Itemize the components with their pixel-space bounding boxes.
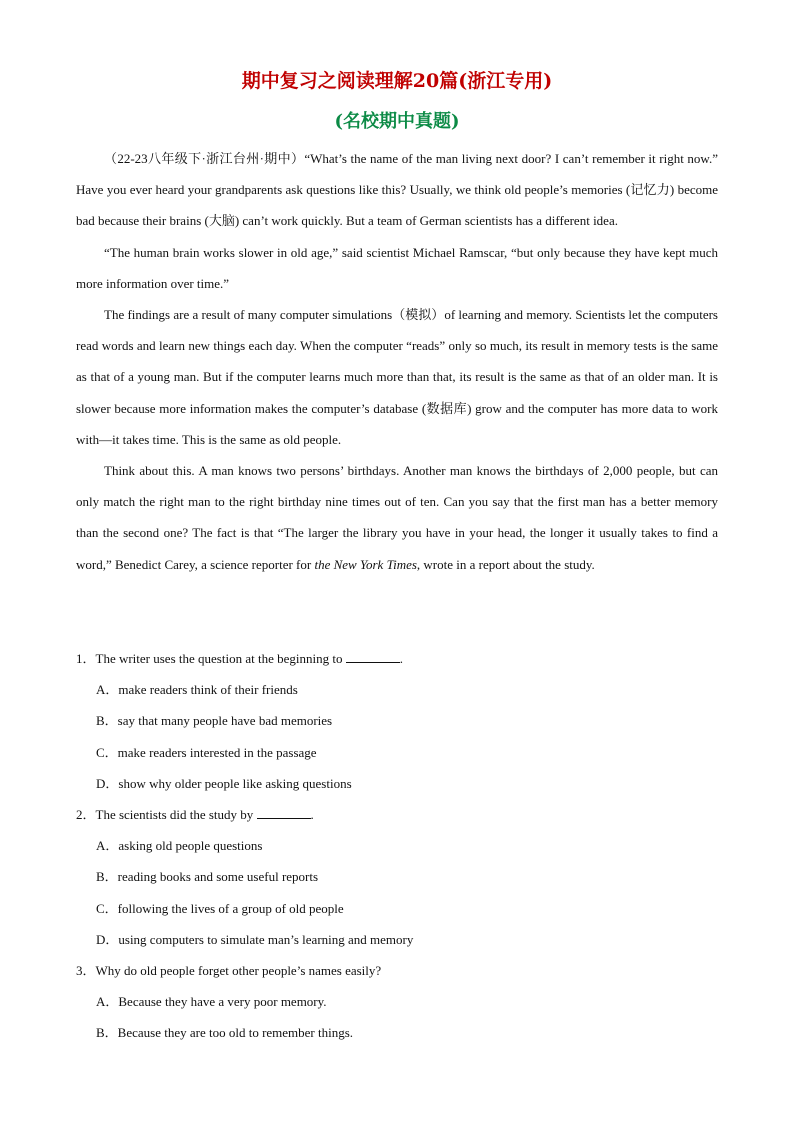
question-3-option-b: B．Because they are too old to remember things. <box>96 1025 354 1041</box>
newspaper-name: the New York Times <box>314 556 417 572</box>
question-2-option-c: C．following the lives of a group of old people <box>96 900 344 916</box>
answer-blank <box>257 805 311 819</box>
page-title: 期中复习之阅读理解20篇(浙江专用) <box>241 70 553 92</box>
passage-paragraph-4 <box>76 455 718 580</box>
passage-paragraph-3: The findings are a result of many computer simulations（模拟）of learning and memory. Scientists let the computers read words and learn new things each day. When the computer “reads” only so much, its result in memory tests is the same as that of a young man. But if the computer learns much more than that, its result is the same as that of an older man. It is slower because more information makes the computer’s database (数据库) grow and the computer has more data to work with—it takes time. This is the same as old people. <box>76 307 718 447</box>
question-1-option-a: A．make readers think of their friends <box>96 682 298 698</box>
paragraph-1-text: “What’s the name of the man living next door? I can’t remember it right now.” Have you ever heard your grandparents ask questions like this? Usually, we think old people’s memories (记忆力) become bad because their brains (大脑) can’t work quickly. But a team of German scientists has a different idea. <box>76 151 718 229</box>
question-source: （22-23八年级下·浙江台州·期中） <box>104 151 305 166</box>
question-list <box>76 643 718 1049</box>
question-1-stem: 1．The writer uses the question at the beginning to <box>76 651 343 666</box>
question-3-option-a: A．Because they have a very poor memory. <box>96 994 327 1010</box>
passage-paragraph-2: “The human brain works slower in old age,” said scientist Michael Ramscar, “but only because they have kept much more information over time.” <box>76 244 718 291</box>
question-1-option-c: C．make readers interested in the passage <box>96 744 317 760</box>
question-2-option-a: A．asking old people questions <box>96 838 263 854</box>
question-2-end: . <box>310 807 314 823</box>
question-1-option-d: D．show why older people like asking questions <box>96 775 352 791</box>
question-2-option-b: B．reading books and some useful reports <box>96 869 319 885</box>
answer-blank <box>346 649 400 663</box>
question-2-option-d: D．using computers to simulate man’s learning and memory <box>96 931 414 947</box>
question-2-stem: 2．The scientists did the study by <box>76 807 254 823</box>
reading-passage <box>76 143 718 580</box>
question-3: 3．Why do old people forget other people’s names easily? <box>76 963 382 979</box>
question-1-option-b: B．say that many people have bad memories <box>96 713 333 729</box>
question-1 <box>76 643 718 674</box>
page-subtitle: (名校期中真题) <box>334 111 460 132</box>
paragraph-4-text-start: Think about this. A man knows two persons’ birthdays. Another man knows the birthdays of 2,000 people, but can only match the right man to the right birthday nine times out of ten. Can you say that the first man has a better memory than the second one? The fact is that “The larger the library you have in your head, the longer it usually takes to find a word,” Benedict Carey, a science reporter for <box>76 463 718 572</box>
question-2 <box>76 799 718 830</box>
passage-paragraph-1 <box>76 143 718 237</box>
question-1-end: . <box>399 651 403 666</box>
paragraph-4-text-end: , wrote in a report about the study. <box>416 556 595 572</box>
